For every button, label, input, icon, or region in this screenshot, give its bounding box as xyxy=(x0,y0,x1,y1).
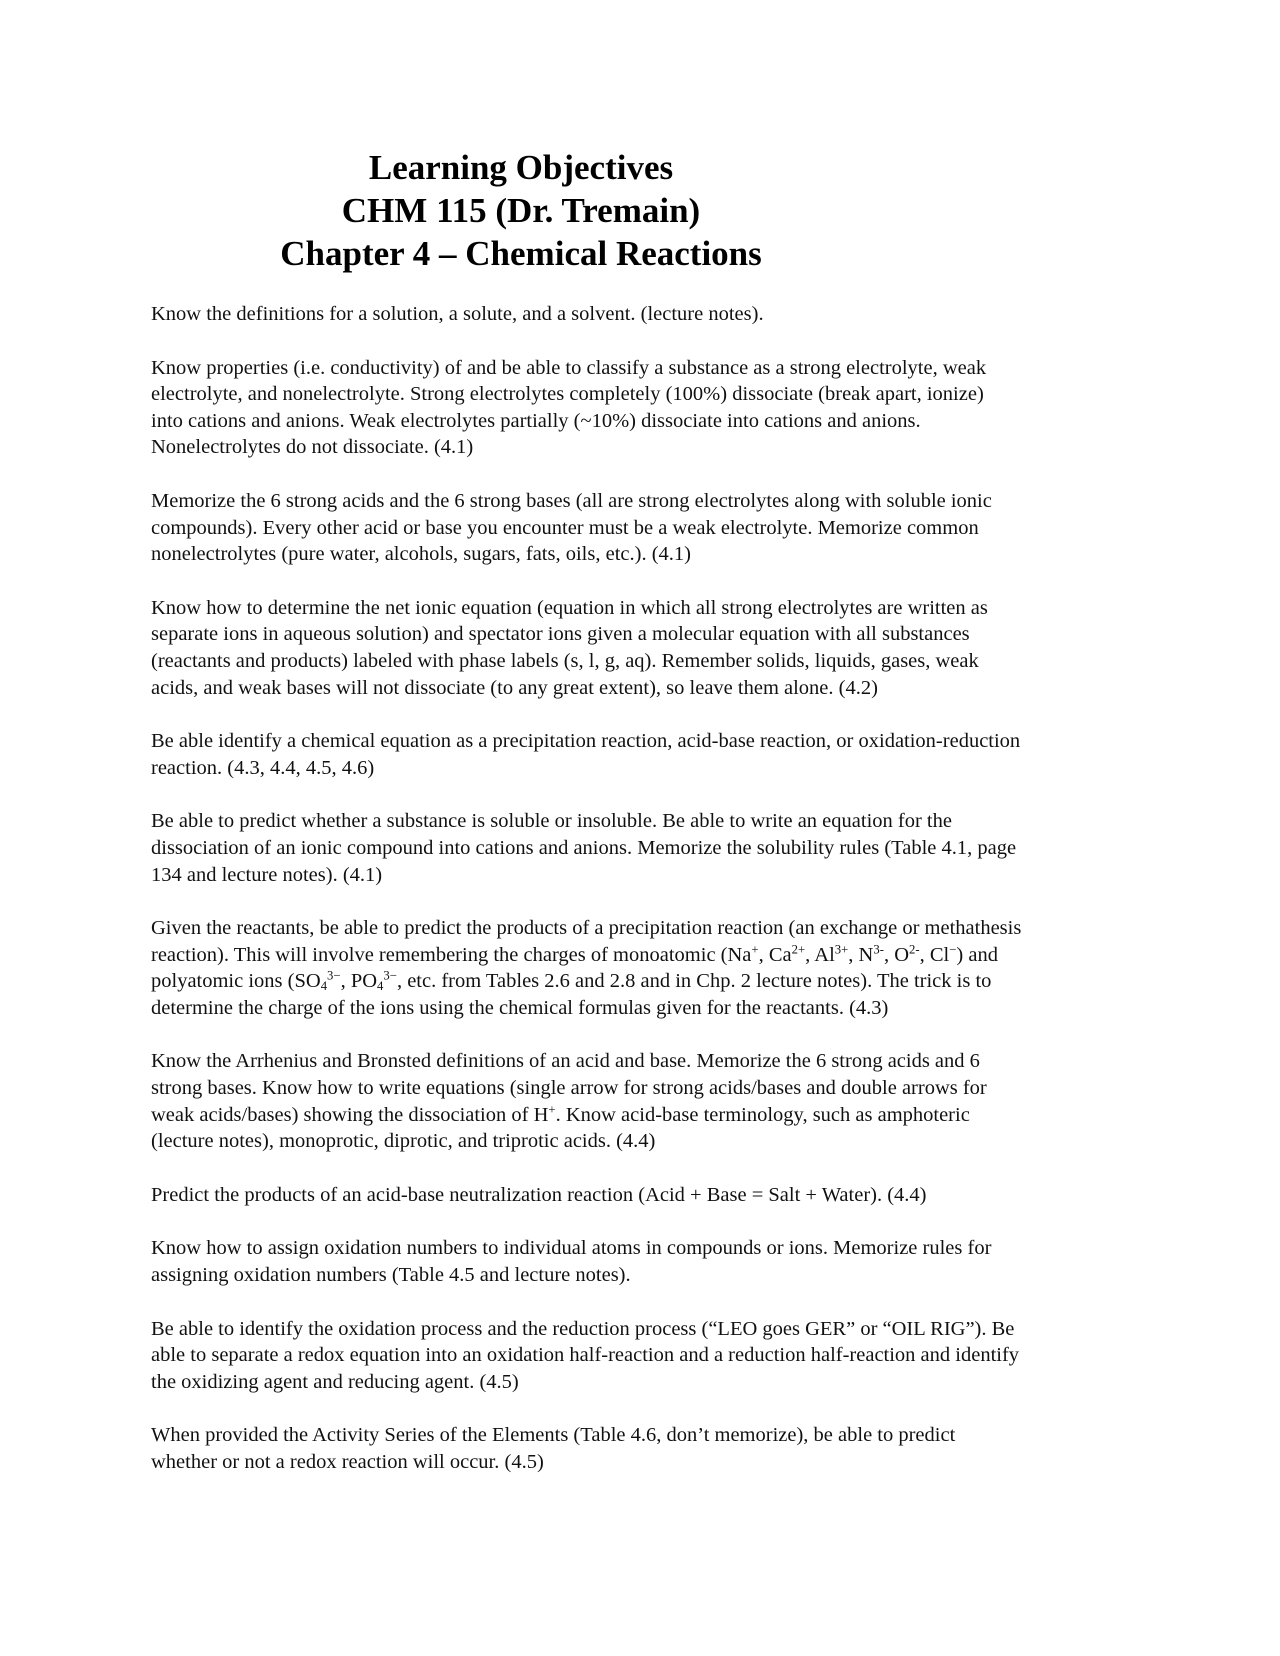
text-segment: , PO xyxy=(340,970,378,993)
charge-superscript: 3− xyxy=(327,968,341,983)
objective-precipitation-products xyxy=(151,915,1136,1021)
text-segment: , Cl xyxy=(919,943,950,966)
objective-neutralization: Predict the products of an acid-base neutralization reaction (Acid + Base = Salt + Water). (4.4) xyxy=(151,1183,927,1206)
line: into cations and anions. Weak electrolytes partially (~10%) dissociate into cations and anions. xyxy=(151,409,921,432)
objective-oxidation-numbers xyxy=(151,1235,1136,1288)
text-segment: , O xyxy=(883,943,910,966)
line: (reactants and products) labeled with phase labels (s, l, g, aq). Remember solids, liquids, gases, weak xyxy=(151,649,979,672)
line: Nonelectrolytes do not dissociate. (4.1) xyxy=(151,436,474,459)
line: reaction. (4.3, 4.4, 4.5, 4.6) xyxy=(151,756,375,779)
line xyxy=(151,970,991,992)
text-segment: , N xyxy=(848,943,874,966)
title-line-2: CHM 115 (Dr. Tremain) xyxy=(341,191,701,230)
charge-superscript: 3- xyxy=(873,942,884,957)
line: Be able identify a chemical equation as a precipitation reaction, acid-base reaction, or oxidation-reduction xyxy=(151,730,1021,753)
charge-superscript: 2+ xyxy=(791,942,806,957)
line: Be able to identify the oxidation process and the reduction process (“LEO goes GER” or “OIL RIG”). Be xyxy=(151,1317,1015,1340)
line: dissociation of an ionic compound into cations and anions. Memorize the solubility rules (Table 4.1, page xyxy=(151,836,1017,859)
line xyxy=(151,944,998,966)
text-segment: ) and xyxy=(956,943,998,966)
charge-superscript: − xyxy=(949,942,957,957)
line: (lecture notes), monoprotic, diprotic, and triprotic acids. (4.4) xyxy=(151,1130,656,1153)
text-segment: . Know acid-base terminology, such as amphoteric xyxy=(555,1103,970,1126)
line: determine the charge of the ions using the chemical formulas given for the reactants. (4.3) xyxy=(151,996,889,1019)
objective-redox-process xyxy=(151,1316,1136,1396)
line xyxy=(151,1104,970,1126)
text-segment: , Ca xyxy=(758,943,792,966)
objective-electrolytes xyxy=(151,355,1136,461)
line: separate ions in aqueous solution) and spectator ions given a molecular equation with all substances xyxy=(151,623,970,646)
line: nonelectrolytes (pure water, alcohols, sugars, fats, oils, etc.). (4.1) xyxy=(151,543,691,566)
line: acids, and weak bases will not dissociate (to any great extent), so leave them alone. (4.2) xyxy=(151,676,878,699)
line: compounds). Every other acid or base you encounter must be a weak electrolyte. Memorize common xyxy=(151,516,979,539)
charge-superscript: + xyxy=(548,1102,556,1117)
line: whether or not a redox reaction will occur. (4.5) xyxy=(151,1451,544,1473)
objective-solutions: Know the definitions for a solution, a solute, and a solvent. (lecture notes). xyxy=(151,303,764,325)
charge-superscript: + xyxy=(751,942,759,957)
text-segment: polyatomic ions (SO xyxy=(151,970,321,993)
line: Be able to predict whether a substance is soluble or insoluble. Be able to write an equation for the xyxy=(151,810,952,833)
text-segment: reaction). This will involve remembering the charges of monoatomic (Na xyxy=(151,943,752,966)
line: able to separate a redox equation into an oxidation half-reaction and a reduction half-reaction and identify xyxy=(151,1344,1020,1367)
charge-superscript: 2- xyxy=(909,942,920,957)
line: When provided the Activity Series of the Elements (Table 4.6, don’t memorize), be able to predict xyxy=(151,1424,956,1447)
line: Know properties (i.e. conductivity) of and be able to classify a substance as a strong electrolyte, weak xyxy=(151,356,987,379)
line: Know the Arrhenius and Bronsted definitions of an acid and base. Memorize the 6 strong acids and 6 xyxy=(151,1050,980,1073)
line: Memorize the 6 strong acids and the 6 strong bases (all are strong electrolytes along with soluble ionic xyxy=(151,489,992,512)
objective-solubility xyxy=(151,808,1136,888)
line: the oxidizing agent and reducing agent. (4.5) xyxy=(151,1370,519,1393)
line: Know how to assign oxidation numbers to individual atoms in compounds or ions. Memorize rules for xyxy=(151,1237,992,1260)
objective-net-ionic-equation xyxy=(151,595,1136,701)
text-segment: weak acids/bases) showing the dissociation of H xyxy=(151,1103,549,1126)
subscript: 4 xyxy=(320,979,328,994)
objective-strong-acids-bases xyxy=(151,488,1136,568)
text-segment: , Al xyxy=(805,943,835,966)
subscript: 4 xyxy=(377,979,384,994)
objective-acid-base-definitions xyxy=(151,1048,1136,1154)
objective-activity-series xyxy=(151,1422,1136,1475)
line: strong bases. Know how to write equations (single arrow for strong acids/bases and double arrows for xyxy=(151,1077,987,1100)
charge-superscript: 3+ xyxy=(834,942,849,957)
charge-superscript: 3− xyxy=(383,968,397,983)
title-line-1: Learning Objectives xyxy=(368,148,674,187)
document-title xyxy=(0,146,1042,275)
line: electrolyte, and nonelectrolyte. Strong electrolytes completely (100%) dissociate (break apart, ionize) xyxy=(151,383,984,406)
line: Know how to determine the net ionic equation (equation in which all strong electrolytes are written as xyxy=(151,596,988,619)
objective-reaction-types xyxy=(151,728,1136,781)
text-segment: , etc. from Tables 2.6 and 2.8 and in Chp. 2 lecture notes). The trick is to xyxy=(396,970,992,993)
line: Given the reactants, be able to predict the products of a precipitation reaction (an exchange or methathesis xyxy=(151,917,1022,940)
line: 134 and lecture notes). (4.1) xyxy=(151,863,383,886)
objectives-list xyxy=(151,301,1136,1476)
line: assigning oxidation numbers (Table 4.5 and lecture notes). xyxy=(151,1264,631,1287)
title-line-3: Chapter 4 – Chemical Reactions xyxy=(280,234,762,273)
